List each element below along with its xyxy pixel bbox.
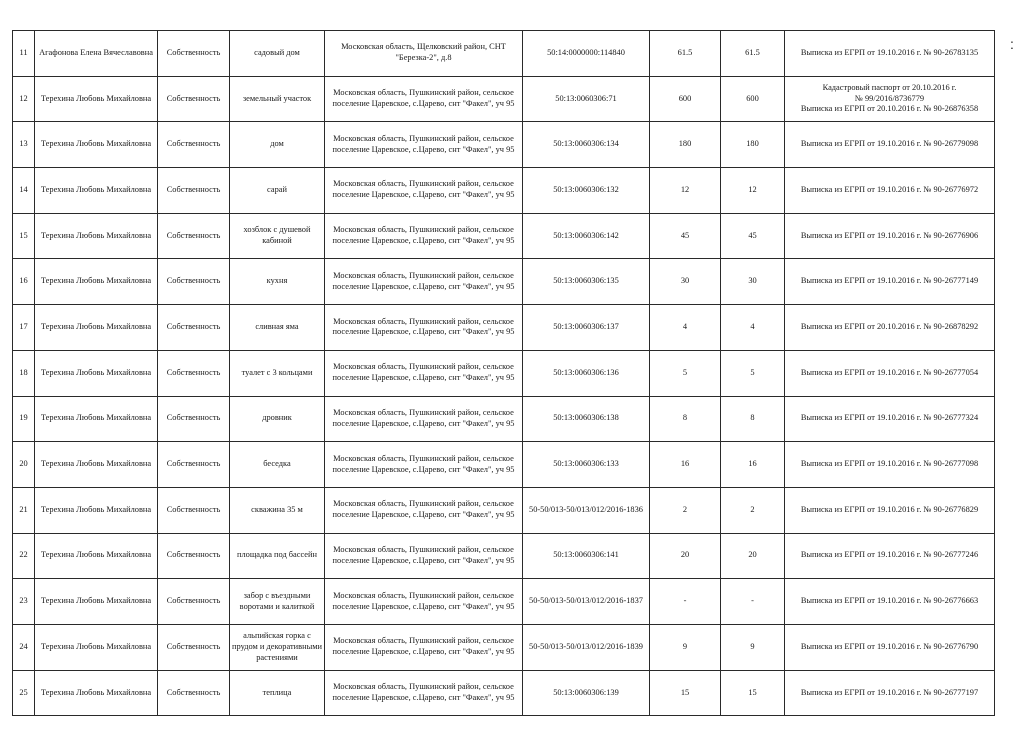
cadastral-number-cell: 50:14:0000000:114840 [523, 31, 650, 77]
table-row [13, 670, 995, 716]
object-address-cell: Московская область, Пушкинский район, сельское поселение Царевское, с.Царево, снт "Факел", уч 95 [325, 396, 523, 442]
row-number-cell: 20 [13, 442, 35, 488]
table-row [13, 76, 995, 122]
right-type-cell: Собственность [158, 350, 230, 396]
object-address-cell: Московская область, Пушкинский район, сельское поселение Царевское, с.Царево, снт "Факел", уч 95 [325, 76, 523, 122]
object-type-cell: хозблок с душевой кабиной [230, 213, 325, 259]
cadastral-number-cell: 50:13:0060306:137 [523, 305, 650, 351]
area-share-value-cell: 20 [721, 533, 785, 579]
area-share-value-cell: 180 [721, 122, 785, 168]
table-row [13, 31, 995, 77]
object-address-cell: Московская область, Щелковский район, СНТ "Березка-2", д.8 [325, 31, 523, 77]
owner-name-cell: Терехина Любовь Михайловна [35, 670, 158, 716]
table-row [13, 213, 995, 259]
object-address-cell: Московская область, Пушкинский район, сельское поселение Царевское, с.Царево, снт "Факел", уч 95 [325, 670, 523, 716]
table-row [13, 533, 995, 579]
source-document-cell: Выписка из ЕГРП от 19.10.2016 г. № 90-26783135 [785, 31, 995, 77]
owner-name-cell: Агафонова Елена Вячеславовна [35, 31, 158, 77]
document-sheet [12, 30, 994, 716]
owner-name-cell: Терехина Любовь Михайловна [35, 259, 158, 305]
right-type-cell: Собственность [158, 213, 230, 259]
source-document-cell: Кадастровый паспорт от 20.10.2016 г. № 99/2016/8736779 Выписка из ЕГРП от 20.10.2016 г. № 90-26876358 [785, 76, 995, 122]
object-address-cell: Московская область, Пушкинский район, сельское поселение Царевское, с.Царево, снт "Факел", уч 95 [325, 122, 523, 168]
table-row [13, 168, 995, 214]
area-share-value-cell: 600 [721, 76, 785, 122]
object-address-cell: Московская область, Пушкинский район, сельское поселение Царевское, с.Царево, снт "Факел", уч 95 [325, 168, 523, 214]
owner-name-cell: Терехина Любовь Михайловна [35, 579, 158, 625]
object-type-cell: забор с въездными воротами и калиткой [230, 579, 325, 625]
row-number-cell: 19 [13, 396, 35, 442]
area-share-value-cell: 45 [721, 213, 785, 259]
area-value-cell: 180 [650, 122, 721, 168]
cadastral-number-cell: 50-50/013-50/013/012/2016-1837 [523, 579, 650, 625]
cadastral-number-cell: 50:13:0060306:142 [523, 213, 650, 259]
area-value-cell: 2 [650, 487, 721, 533]
cadastral-number-cell: 50:13:0060306:141 [523, 533, 650, 579]
source-document-cell: Выписка из ЕГРП от 19.10.2016 г. № 90-26777098 [785, 442, 995, 488]
row-number-cell: 21 [13, 487, 35, 533]
row-number-cell: 22 [13, 533, 35, 579]
object-type-cell: альпийская горка с прудом и декоративными растениями [230, 624, 325, 670]
table-row [13, 350, 995, 396]
right-type-cell: Собственность [158, 670, 230, 716]
owner-name-cell: Терехина Любовь Михайловна [35, 487, 158, 533]
owner-name-cell: Терехина Любовь Михайловна [35, 122, 158, 168]
table-row [13, 305, 995, 351]
row-number-cell: 17 [13, 305, 35, 351]
owner-name-cell: Терехина Любовь Михайловна [35, 396, 158, 442]
source-document-cell: Выписка из ЕГРП от 19.10.2016 г. № 90-26777054 [785, 350, 995, 396]
right-type-cell: Собственность [158, 533, 230, 579]
area-share-value-cell: 5 [721, 350, 785, 396]
row-number-cell: 18 [13, 350, 35, 396]
row-number-cell: 11 [13, 31, 35, 77]
table-row [13, 442, 995, 488]
owner-name-cell: Терехина Любовь Михайловна [35, 350, 158, 396]
table-body [13, 31, 995, 716]
right-type-cell: Собственность [158, 122, 230, 168]
source-document-cell: Выписка из ЕГРП от 19.10.2016 г. № 90-26776972 [785, 168, 995, 214]
source-document-cell: Выписка из ЕГРП от 19.10.2016 г. № 90-26776790 [785, 624, 995, 670]
area-share-value-cell: 9 [721, 624, 785, 670]
object-address-cell: Московская область, Пушкинский район, сельское поселение Царевское, с.Царево, снт "Факел", уч 95 [325, 533, 523, 579]
area-value-cell: 20 [650, 533, 721, 579]
area-value-cell: 9 [650, 624, 721, 670]
right-type-cell: Собственность [158, 396, 230, 442]
area-share-value-cell: 15 [721, 670, 785, 716]
area-value-cell: 15 [650, 670, 721, 716]
area-value-cell: 5 [650, 350, 721, 396]
object-address-cell: Московская область, Пушкинский район, сельское поселение Царевское, с.Царево, снт "Факел", уч 95 [325, 487, 523, 533]
row-number-cell: 13 [13, 122, 35, 168]
cadastral-number-cell: 50:13:0060306:133 [523, 442, 650, 488]
row-number-cell: 12 [13, 76, 35, 122]
source-document-cell: Выписка из ЕГРП от 19.10.2016 г. № 90-26777324 [785, 396, 995, 442]
object-type-cell: площадка под бассейн [230, 533, 325, 579]
object-type-cell: земельный участок [230, 76, 325, 122]
cadastral-number-cell: 50:13:0060306:135 [523, 259, 650, 305]
row-number-cell: 23 [13, 579, 35, 625]
area-share-value-cell: 61.5 [721, 31, 785, 77]
area-share-value-cell: 8 [721, 396, 785, 442]
area-share-value-cell: 4 [721, 305, 785, 351]
cadastral-number-cell: 50:13:0060306:71 [523, 76, 650, 122]
row-number-cell: 25 [13, 670, 35, 716]
area-share-value-cell: 12 [721, 168, 785, 214]
source-document-cell: Выписка из ЕГРП от 19.10.2016 г. № 90-26776829 [785, 487, 995, 533]
row-number-cell: 15 [13, 213, 35, 259]
object-address-cell: Московская область, Пушкинский район, сельское поселение Царевское, с.Царево, снт "Факел", уч 95 [325, 579, 523, 625]
object-type-cell: скважина 35 м [230, 487, 325, 533]
table-row [13, 259, 995, 305]
source-document-cell: Выписка из ЕГРП от 20.10.2016 г. № 90-26878292 [785, 305, 995, 351]
property-table [12, 30, 995, 716]
area-value-cell: 4 [650, 305, 721, 351]
area-share-value-cell: 2 [721, 487, 785, 533]
cadastral-number-cell: 50:13:0060306:132 [523, 168, 650, 214]
right-type-cell: Собственность [158, 31, 230, 77]
area-share-value-cell: - [721, 579, 785, 625]
area-value-cell: 16 [650, 442, 721, 488]
object-type-cell: дом [230, 122, 325, 168]
cadastral-number-cell: 50:13:0060306:136 [523, 350, 650, 396]
owner-name-cell: Терехина Любовь Михайловна [35, 533, 158, 579]
area-share-value-cell: 16 [721, 442, 785, 488]
owner-name-cell: Терехина Любовь Михайловна [35, 442, 158, 488]
source-document-cell: Выписка из ЕГРП от 19.10.2016 г. № 90-26779098 [785, 122, 995, 168]
object-address-cell: Московская область, Пушкинский район, сельское поселение Царевское, с.Царево, снт "Факел", уч 95 [325, 442, 523, 488]
area-value-cell: 600 [650, 76, 721, 122]
object-type-cell: кухня [230, 259, 325, 305]
owner-name-cell: Терехина Любовь Михайловна [35, 213, 158, 259]
table-row [13, 579, 995, 625]
row-number-cell: 14 [13, 168, 35, 214]
object-type-cell: садовый дом [230, 31, 325, 77]
right-type-cell: Собственность [158, 259, 230, 305]
object-type-cell: теплица [230, 670, 325, 716]
table-row [13, 122, 995, 168]
cadastral-number-cell: 50:13:0060306:138 [523, 396, 650, 442]
table-row [13, 396, 995, 442]
owner-name-cell: Терехина Любовь Михайловна [35, 168, 158, 214]
area-value-cell: 45 [650, 213, 721, 259]
right-type-cell: Собственность [158, 487, 230, 533]
owner-name-cell: Терехина Любовь Михайловна [35, 76, 158, 122]
area-value-cell: 8 [650, 396, 721, 442]
source-document-cell: Выписка из ЕГРП от 19.10.2016 г. № 90-26777197 [785, 670, 995, 716]
object-type-cell: сарай [230, 168, 325, 214]
row-number-cell: 16 [13, 259, 35, 305]
margin-mark: : [1010, 36, 1014, 52]
cadastral-number-cell: 50-50/013-50/013/012/2016-1839 [523, 624, 650, 670]
right-type-cell: Собственность [158, 442, 230, 488]
area-value-cell: 30 [650, 259, 721, 305]
area-share-value-cell: 30 [721, 259, 785, 305]
cadastral-number-cell: 50:13:0060306:134 [523, 122, 650, 168]
source-document-cell: Выписка из ЕГРП от 19.10.2016 г. № 90-26776663 [785, 579, 995, 625]
right-type-cell: Собственность [158, 76, 230, 122]
source-document-cell: Выписка из ЕГРП от 19.10.2016 г. № 90-26777149 [785, 259, 995, 305]
area-value-cell: 12 [650, 168, 721, 214]
source-document-cell: Выписка из ЕГРП от 19.10.2016 г. № 90-26777246 [785, 533, 995, 579]
right-type-cell: Собственность [158, 624, 230, 670]
table-row [13, 487, 995, 533]
table-row [13, 624, 995, 670]
right-type-cell: Собственность [158, 305, 230, 351]
object-address-cell: Московская область, Пушкинский район, сельское поселение Царевское, с.Царево, снт "Факел", уч 95 [325, 350, 523, 396]
object-address-cell: Московская область, Пушкинский район, сельское поселение Царевское, с.Царево, снт "Факел", уч 95 [325, 624, 523, 670]
owner-name-cell: Терехина Любовь Михайловна [35, 624, 158, 670]
row-number-cell: 24 [13, 624, 35, 670]
object-address-cell: Московская область, Пушкинский район, сельское поселение Царевское, с.Царево, снт "Факел", уч 95 [325, 259, 523, 305]
object-type-cell: беседка [230, 442, 325, 488]
source-document-cell: Выписка из ЕГРП от 19.10.2016 г. № 90-26776906 [785, 213, 995, 259]
area-value-cell: 61.5 [650, 31, 721, 77]
cadastral-number-cell: 50:13:0060306:139 [523, 670, 650, 716]
object-type-cell: туалет с 3 кольцами [230, 350, 325, 396]
object-type-cell: дровник [230, 396, 325, 442]
cadastral-number-cell: 50-50/013-50/013/012/2016-1836 [523, 487, 650, 533]
owner-name-cell: Терехина Любовь Михайловна [35, 305, 158, 351]
object-type-cell: сливная яма [230, 305, 325, 351]
area-value-cell: - [650, 579, 721, 625]
right-type-cell: Собственность [158, 579, 230, 625]
object-address-cell: Московская область, Пушкинский район, сельское поселение Царевское, с.Царево, снт "Факел", уч 95 [325, 305, 523, 351]
object-address-cell: Московская область, Пушкинский район, сельское поселение Царевское, с.Царево, снт "Факел", уч 95 [325, 213, 523, 259]
right-type-cell: Собственность [158, 168, 230, 214]
